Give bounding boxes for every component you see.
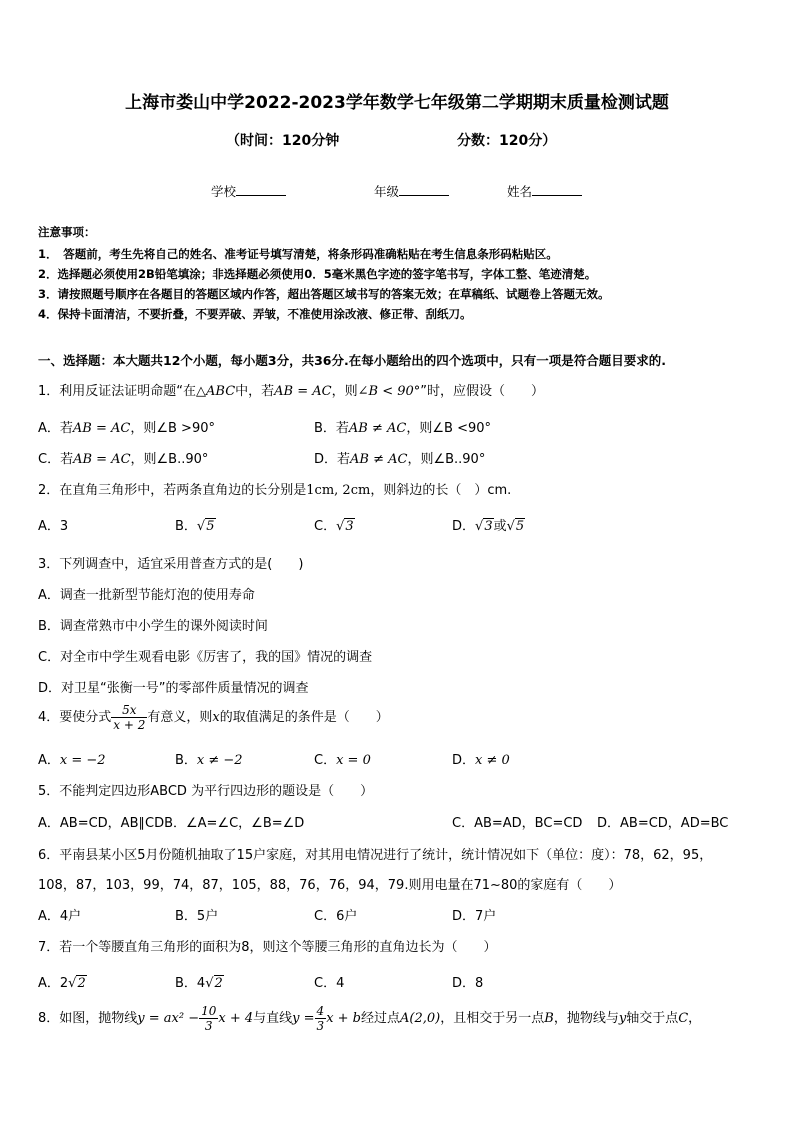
question-1-option-a: A．若AB = AC，则∠B >90° (38, 421, 215, 436)
exam-time: （时间：120分钟 (226, 133, 340, 149)
grade-field (374, 182, 449, 200)
question-1-option-d: D．若AB ≠ AC，则∠B..90° (314, 452, 486, 467)
question-1-option-b: B．若AB ≠ AC，则∠B <90° (314, 421, 491, 436)
question-5-option-c: C．AB=AD，BC=CD (452, 816, 583, 831)
grade-blank (399, 183, 449, 196)
question-5-stem: 5．不能判定四边形ABCD 为平行四边形的题设是（ ） (38, 784, 374, 799)
question-7-option-b: B．4√2 (175, 976, 223, 991)
question-4-option-c: C．x = 0 (314, 753, 371, 768)
question-3-option-b: B．调查常熟市中小学生的课外阅读时间 (38, 619, 268, 634)
question-4-option-a: A．x = −2 (38, 753, 106, 768)
question-3-option-d: D．对卫星“张衡一号”的零部件质量情况的调查 (38, 681, 309, 696)
question-2-stem: 2．在直角三角形中，若两条直角边的长分别是1cm, 2cm，则斜边的长（ ）cm. (38, 483, 512, 498)
notice-item: 1． 答题前，考生先将自己的姓名、准考证号填写清楚，将条形码准确粘贴在考生信息条形码粘贴区。 (38, 247, 558, 261)
fraction: $\frac{4}{3}$ (316, 1004, 325, 1033)
question-7-option-d: D．8 (452, 976, 484, 991)
notice-item: 4．保持卡面清洁，不要折叠，不要弄破、弄皱，不准使用涂改液、修正带、刮纸刀。 (38, 307, 472, 321)
question-1-stem: 1．利用反证法证明命题“在△ABC中，若AB = AC，则∠B < 90°”时，应假设（ ） (38, 384, 545, 399)
section-title: 一、选择题：本大题共12个小题，每小题3分，共36分.在每小题给出的四个选项中，只有一项是符合题目要求的. (38, 353, 666, 368)
question-6-stem-line2: 108，87，103，99，74，87，105，88，76，76，94，79.则用电量在71~80的家庭有（ ） (38, 878, 622, 893)
question-6-stem-line1: 6．平南县某小区5月份随机抽取了15户家庭，对其用电情况进行了统计，统计情况如下（单位：度）：78，62，95， (38, 848, 713, 863)
question-4-option-d: D．x ≠ 0 (452, 753, 510, 768)
grade-label: 年级 (374, 184, 400, 199)
fraction: $\frac{10}{3}$ (201, 1004, 217, 1033)
question-5-option-ab: A．AB=CD，AB∥CDB．∠A=∠C，∠B=∠D (38, 816, 305, 831)
question-3-option-c: C．对全市中学生观看电影《厉害了，我的国》情况的调查 (38, 650, 373, 665)
question-5-option-d: D．AB=CD，AD=BC (597, 816, 729, 831)
question-6-option-c: C．6户 (314, 909, 358, 924)
question-6-option-d: D．7户 (452, 909, 497, 924)
question-4-stem: 4．要使分式 $\frac{5x}{x + 2}$ 有意义，则x的取值满足的条件是（ ） (38, 703, 389, 732)
name-blank (532, 183, 582, 196)
notice-item: 3．请按照题号顺序在各题目的答题区域内作答，超出答题区域书写的答案无效；在草稿纸、试题卷上答题无效。 (38, 287, 610, 301)
question-3-option-a: A．调查一批新型节能灯泡的使用寿命 (38, 588, 255, 603)
question-7-option-a: A．2√2 (38, 976, 86, 991)
question-8-stem: 8．如图，抛物线y = ax² − $\frac{10}{3}$ x + 4与直线y = $\frac{4}{3}$ x + b经过点A(2,0)，且相交于另一点B，抛物线与y轴交于点C， (38, 1004, 702, 1033)
question-2-option-d: D．√3或√5 (452, 519, 525, 534)
question-2-option-c: C．√3 (314, 519, 354, 534)
name-label: 姓名 (507, 184, 533, 199)
school-field (211, 182, 286, 200)
question-2-option-b: B．√5 (175, 519, 215, 534)
page-title: 上海市娄山中学2022-2023学年数学七年级第二学期期末质量检测试题 (125, 93, 669, 113)
question-4-option-b: B．x ≠ −2 (175, 753, 243, 768)
name-field (507, 182, 582, 200)
exam-score: 分数：120分） (457, 133, 557, 149)
question-6-option-b: B．5户 (175, 909, 219, 924)
notice-heading: 注意事项： (38, 225, 96, 239)
school-blank (236, 183, 286, 196)
school-label: 学校 (211, 184, 237, 199)
fraction: $\frac{5x}{x + 2}$ (113, 703, 146, 732)
question-7-option-c: C．4 (314, 976, 345, 991)
question-2-option-a: A．3 (38, 519, 69, 534)
question-3-stem: 3．下列调查中，适宜采用普查方式的是( ) (38, 557, 304, 572)
question-7-stem: 7．若一个等腰直角三角形的面积为8，则这个等腰三角形的直角边长为（ ） (38, 940, 497, 955)
question-1-option-c: C．若AB = AC，则∠B..90° (38, 452, 209, 467)
notice-item: 2．选择题必须使用2B铅笔填涂；非选择题必须使用0．5毫米黑色字迹的签字笔书写，字体工整、笔迹清楚。 (38, 267, 597, 281)
question-6-option-a: A．4户 (38, 909, 82, 924)
